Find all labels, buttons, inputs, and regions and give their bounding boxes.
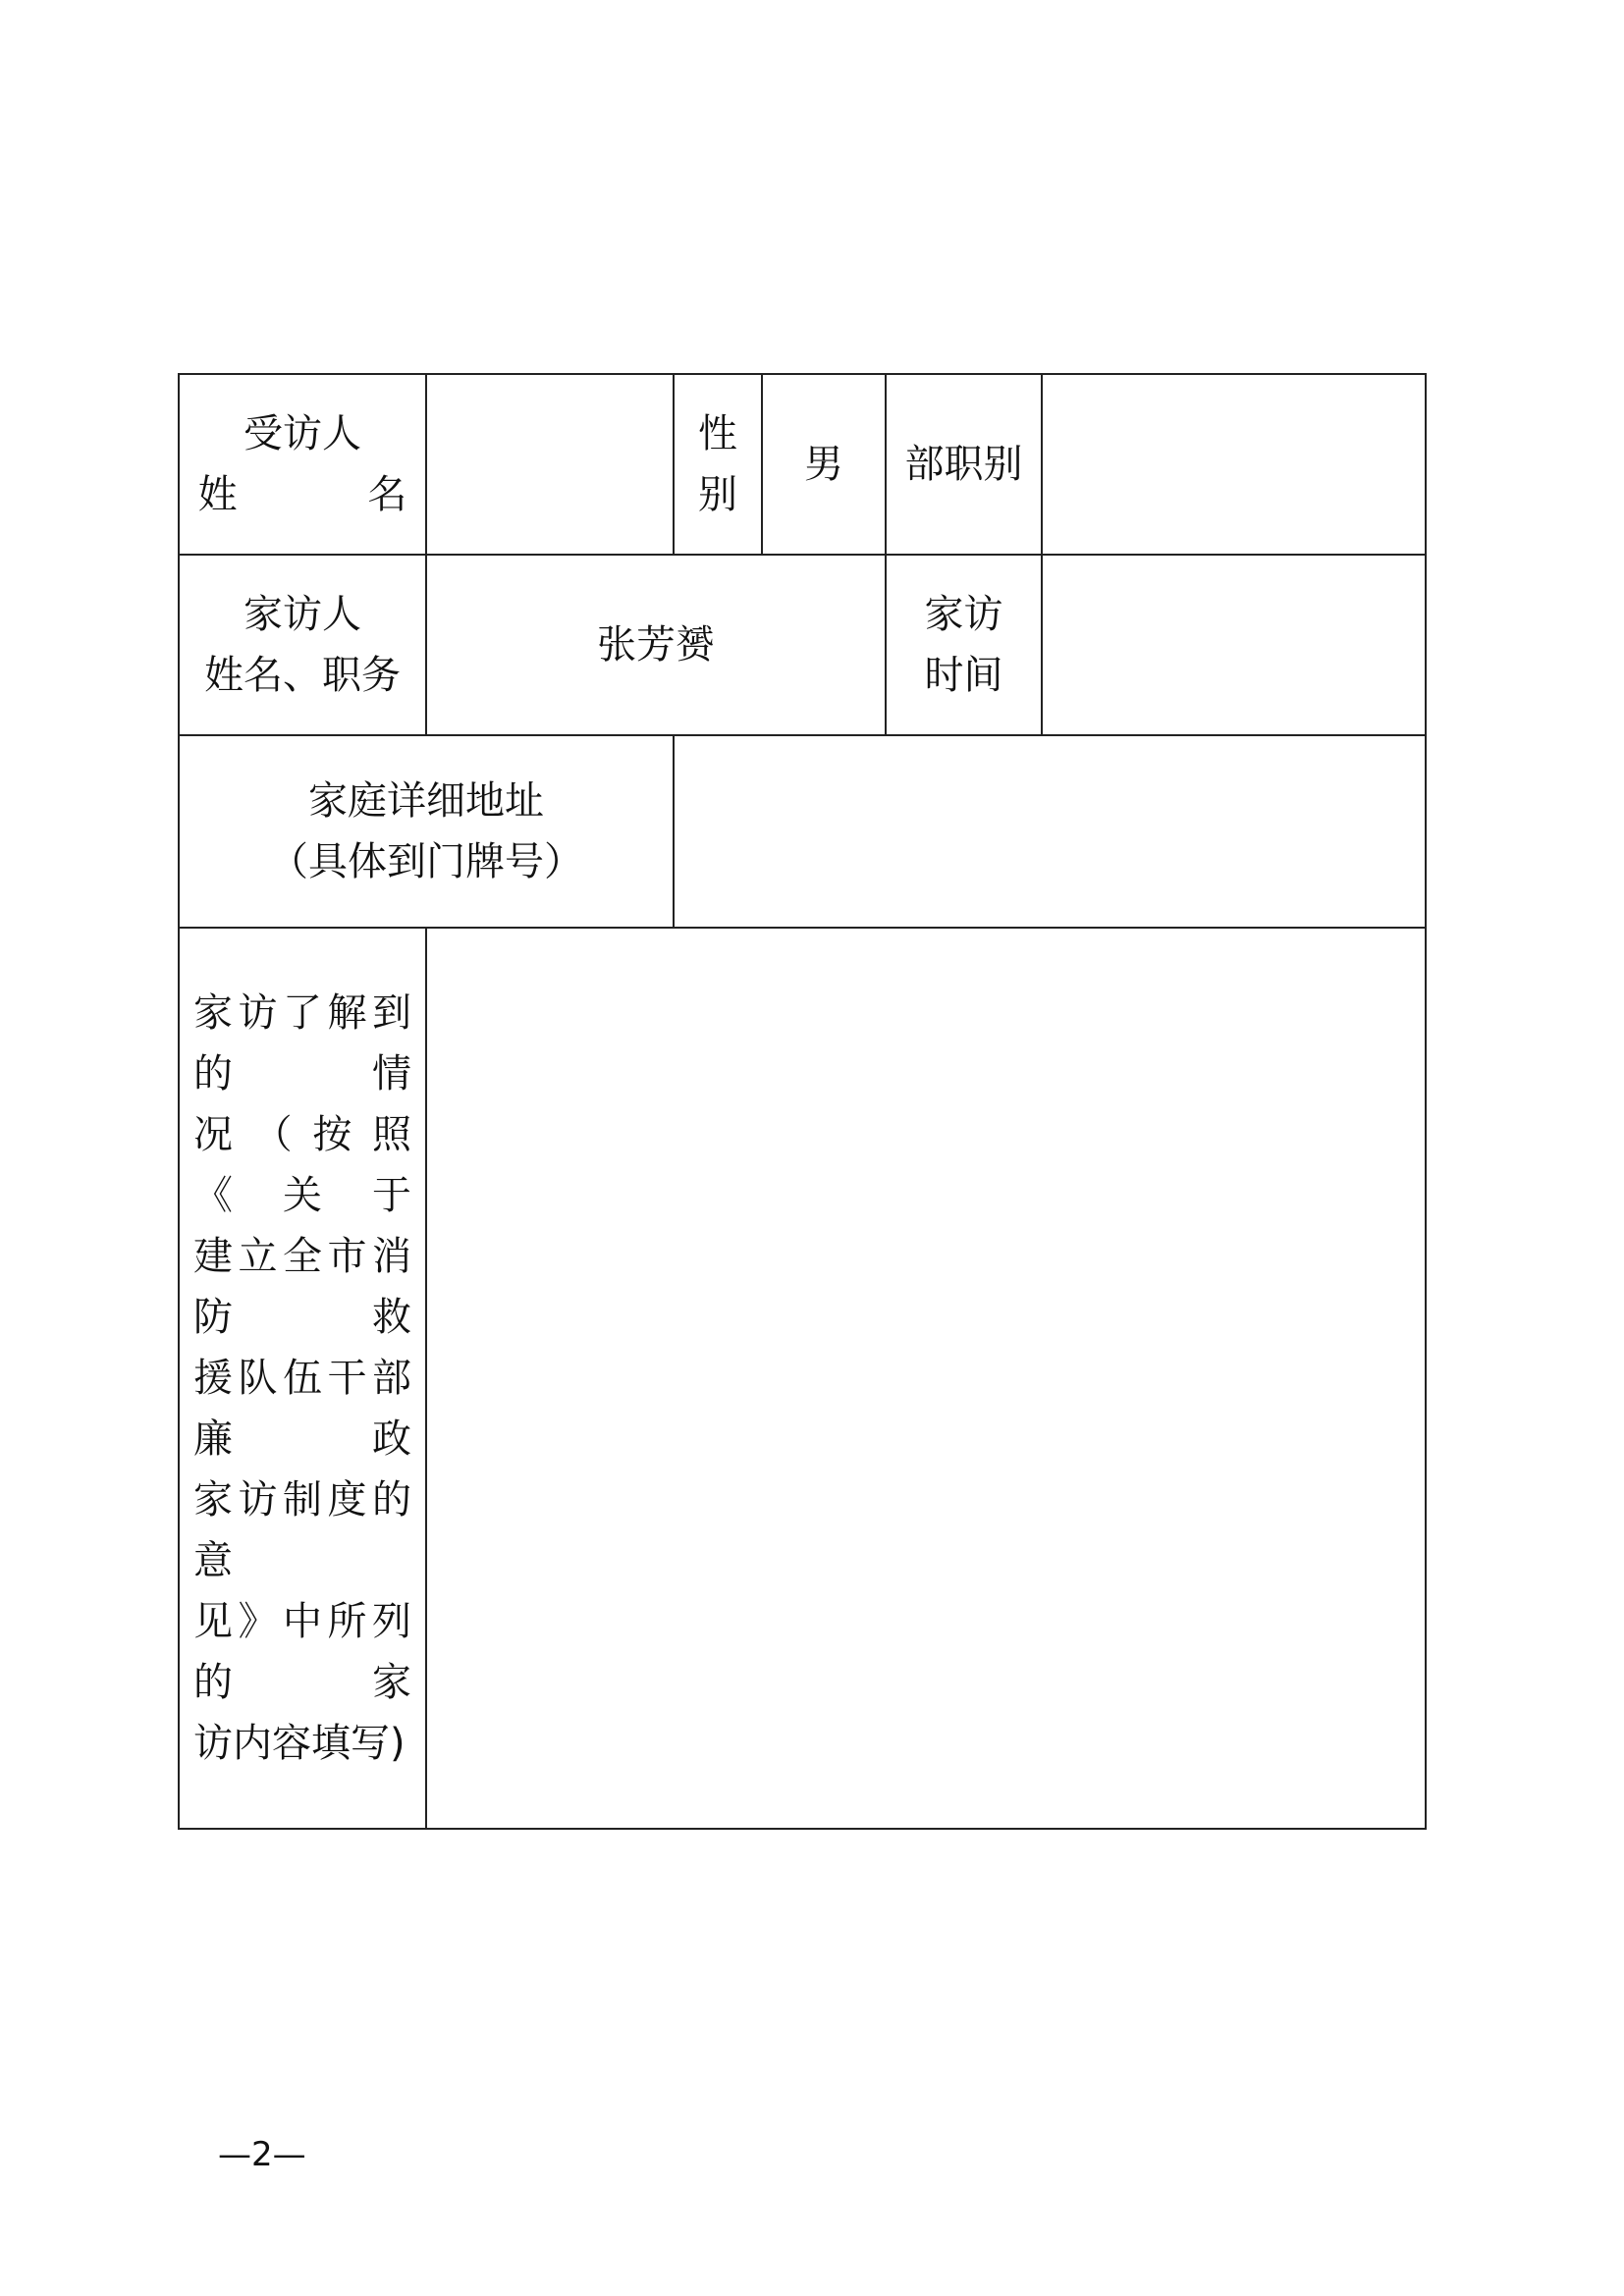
gender-label: 性 别 [674,374,762,555]
situation-field[interactable] [426,928,1426,1829]
rank-label: 部职别 [886,374,1042,555]
visitee-name-label: 受访人 姓 名 [179,374,426,555]
visitor-label: 家访人 姓名、职务 [179,555,426,735]
visit-time-label: 家访 时间 [886,555,1042,735]
gender-field[interactable]: 男 [762,374,886,555]
page-number: —2— [218,2135,306,2174]
visitor-row [179,555,1426,735]
situation-row [179,928,1426,1829]
visitee-row [179,374,1426,555]
address-field[interactable] [674,735,1426,928]
rank-field[interactable] [1042,374,1426,555]
situation-label: 家访了解到的情 况（按照《关于 建立全市消防救 援队伍干部廉政 家访制度的意 见》中所列的家 访内容填写) [179,928,426,1829]
visit-time-field[interactable] [1042,555,1426,735]
visitor-field[interactable]: 张芳赟 [426,555,886,735]
address-row [179,735,1426,928]
home-visit-form-table [178,373,1427,1830]
address-label: 家庭详细地址 （具体到门牌号） [179,735,674,928]
